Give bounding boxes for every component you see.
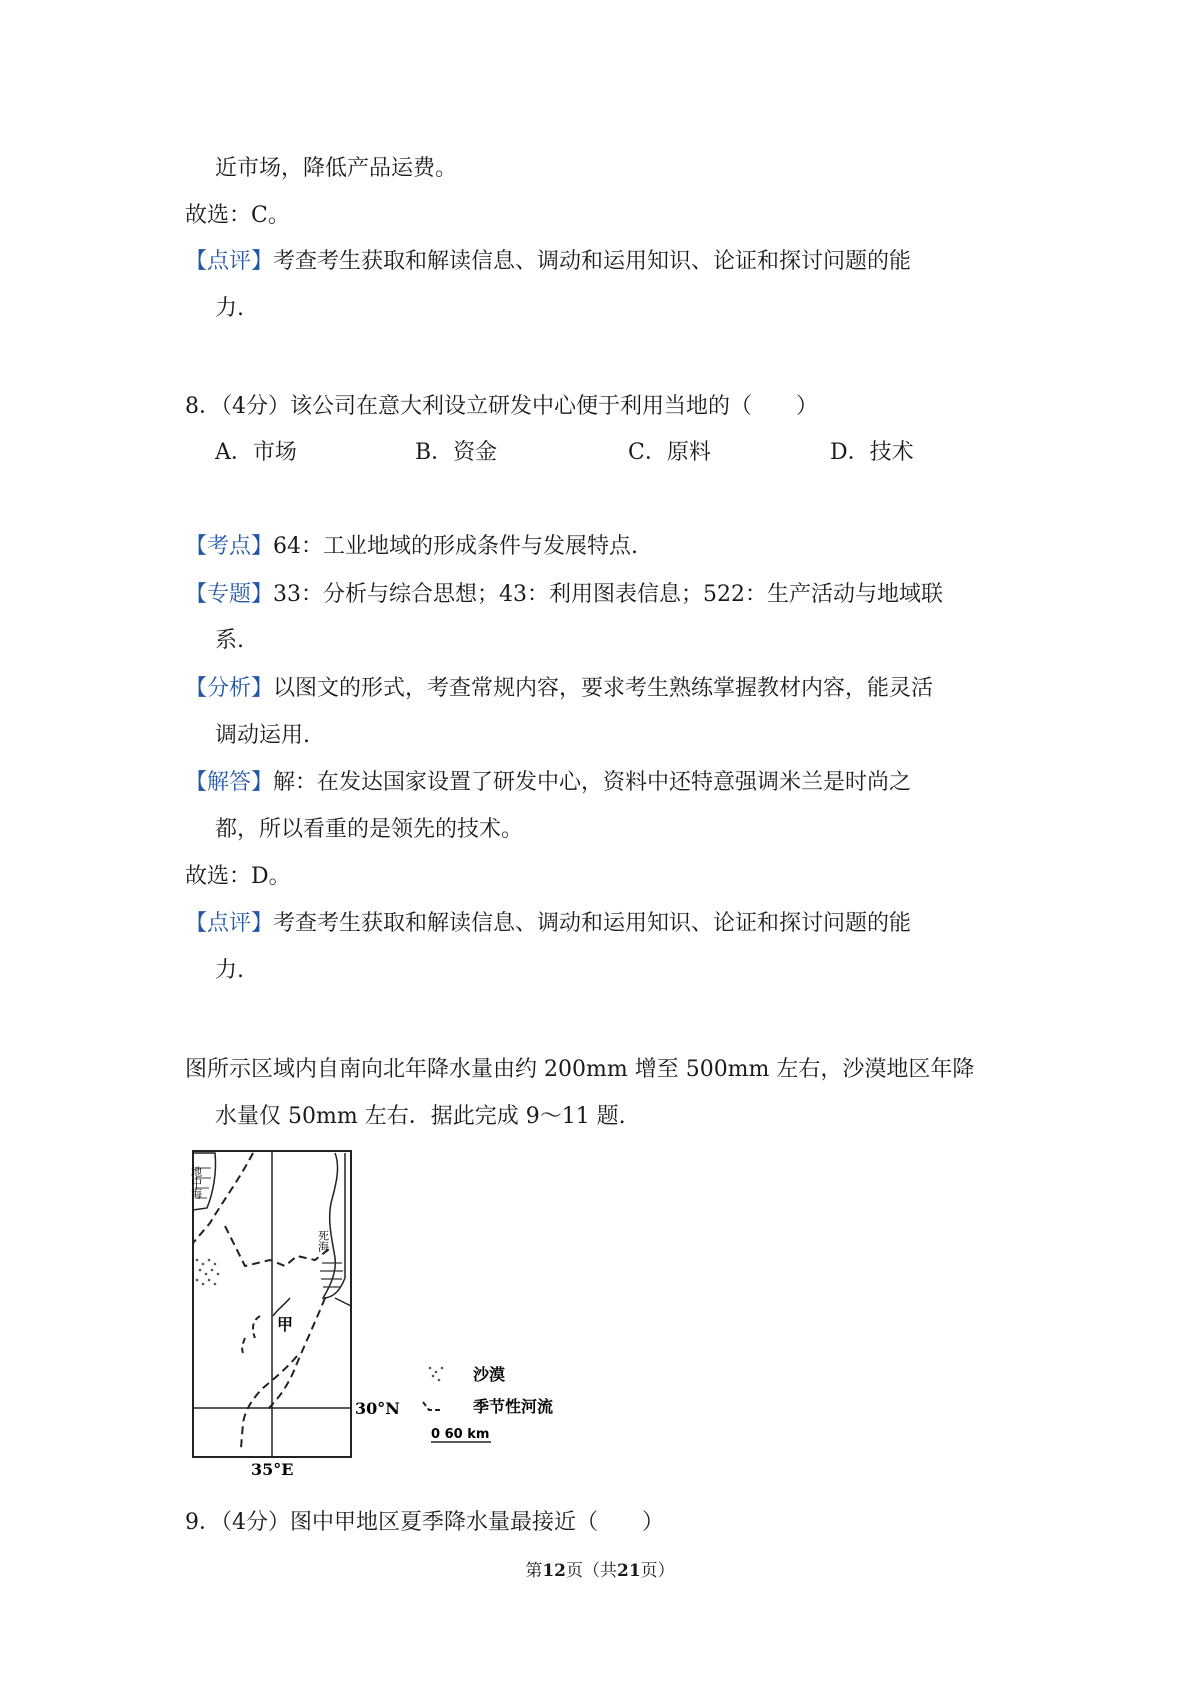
- fenxi: [185, 674, 933, 704]
- footer-page: 12: [542, 1561, 566, 1581]
- zhuanti-text: 33：分析与综合思想；43：利用图表信息；522：生产活动与地域联: [273, 582, 943, 607]
- fenxi-tag: 【分析】: [185, 676, 274, 701]
- comment-8-cont: 力.: [215, 958, 244, 983]
- comment-tag: 【点评】: [185, 249, 274, 274]
- q8-stem: 8．（4分）该公司在意大利设立研发中心便于利用当地的（ ）: [185, 394, 818, 419]
- zhuanti: [185, 580, 943, 610]
- jieda: [185, 768, 911, 798]
- dead-sea-hatch: [320, 1263, 343, 1287]
- fenxi-text: 以图文的形式，考查常规内容，要求考生熟练掌握教材内容，能灵活: [273, 676, 934, 701]
- comment-8: [185, 909, 911, 939]
- zhuanti-tag: 【专题】: [185, 582, 274, 607]
- jieda-tag: 【解答】: [185, 770, 274, 795]
- kaodian: [185, 532, 638, 562]
- seasonal-river-4: [242, 1316, 260, 1353]
- legend-desert-symbol: [429, 1367, 444, 1382]
- answer-7: 故选：C。: [185, 203, 290, 228]
- map-label-35e: 35°E: [251, 1460, 294, 1478]
- footer-total: 21: [617, 1561, 641, 1581]
- kaodian-tag: 【考点】: [185, 534, 274, 559]
- answer-8: 故选：D。: [185, 864, 291, 889]
- footer-suffix: 页）: [640, 1561, 675, 1581]
- zhuanti-cont: 系.: [215, 628, 244, 653]
- q8-option-b: B．资金: [415, 440, 498, 465]
- scale-bar-label: 0 60 km: [431, 1427, 490, 1442]
- map-label-30n: 30°N: [355, 1399, 400, 1418]
- comment8-tag: 【点评】: [185, 911, 274, 936]
- page-footer: [0, 1556, 1200, 1581]
- dead-sea-outline: [323, 1153, 345, 1298]
- q9-stem: 9．（4分）图中甲地区夏季降水量最接近（ ）: [185, 1510, 664, 1535]
- seasonal-river-3: [273, 1298, 290, 1316]
- fenxi-cont: 调动运用.: [215, 723, 310, 748]
- jieda-text: 解：在发达国家设置了研发中心，资料中还特意强调米兰是时尚之: [273, 770, 912, 795]
- intro-line-2: 水量仅 50mm 左右．据此完成 9～11 题.: [215, 1104, 626, 1129]
- q8-option-c: C．原料: [628, 440, 711, 465]
- seasonal-river-2: [241, 1356, 297, 1448]
- comment-7: [185, 247, 911, 277]
- seasonal-river-1: [267, 1298, 325, 1410]
- legend-desert-label: 沙漠: [473, 1365, 506, 1384]
- map-label-jia: 甲: [277, 1315, 294, 1334]
- legend-river-label: 季节性河流: [473, 1397, 554, 1416]
- comment-7-cont: 力.: [215, 296, 244, 321]
- map-label-sea-west: 地中海: [189, 1166, 203, 1199]
- desert-dots: [196, 1259, 220, 1286]
- comment-text: 考查考生获取和解读信息、调动和运用知识、论证和探讨问题的能: [273, 249, 912, 274]
- intro-line-1: 图所示区域内自南向北年降水量由约 200mm 增至 500mm 左右，沙漠地区年降: [185, 1057, 975, 1082]
- legend-river-symbol: [423, 1402, 443, 1410]
- jieda-cont: 都，所以看重的是领先的技术。: [215, 817, 524, 842]
- line-top-1: 近市场，降低产品运费。: [215, 156, 458, 181]
- right-border-line: [335, 1298, 351, 1306]
- comment8-text: 考查考生获取和解读信息、调动和运用知识、论证和探讨问题的能: [273, 911, 912, 936]
- region-map: [185, 1148, 585, 1478]
- kaodian-text: 64：工业地域的形成条件与发展特点.: [273, 534, 639, 559]
- footer-mid: 页（共: [566, 1561, 617, 1581]
- map-label-dead-sea: 死海: [316, 1230, 330, 1252]
- q8-option-d: D．技术: [830, 440, 914, 465]
- footer-prefix: 第: [525, 1561, 543, 1581]
- q8-option-a: A．市场: [215, 440, 297, 465]
